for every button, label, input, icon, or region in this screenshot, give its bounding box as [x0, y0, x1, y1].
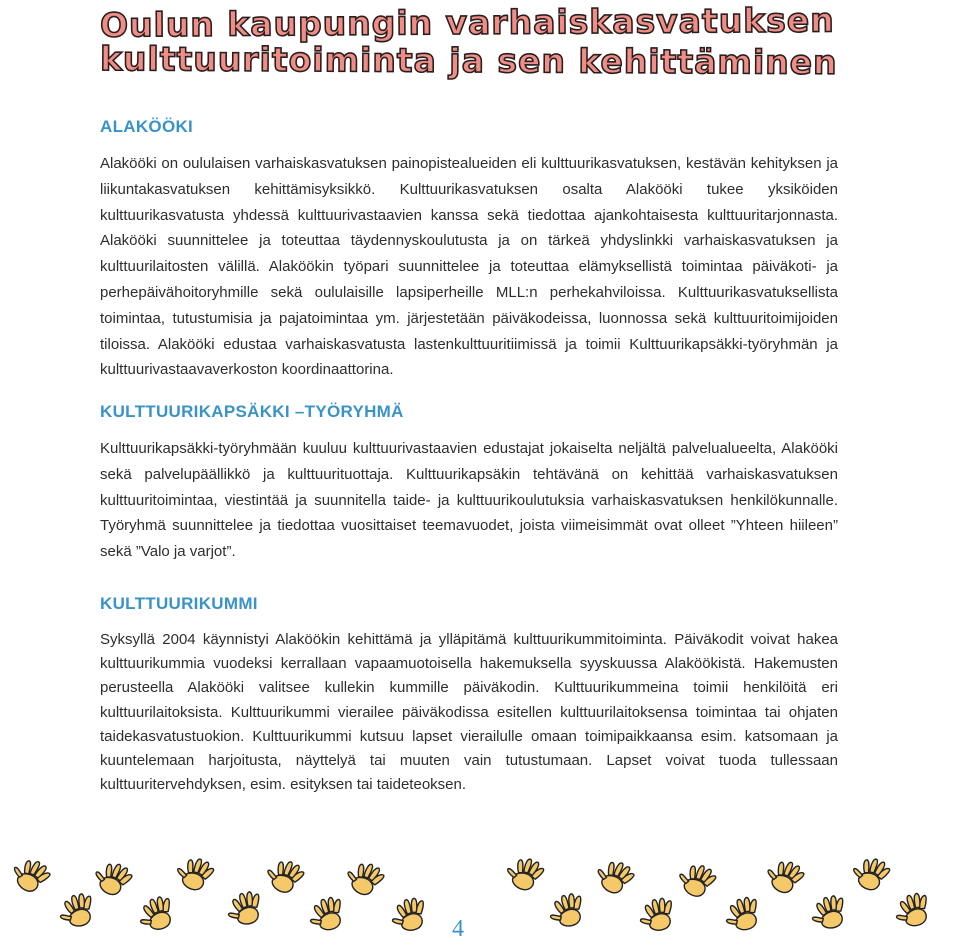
footprint-icon [343, 858, 386, 899]
footprint-icon [134, 893, 179, 936]
page-title [99, 0, 838, 82]
footprint-icon [263, 856, 306, 896]
footprint-icon [8, 854, 53, 897]
page-number: 4 [452, 916, 464, 942]
section-heading: KULTTUURIKUMMI [100, 594, 258, 613]
section-heading: ALAKÖÖKI [100, 117, 194, 136]
footprint-icon [636, 895, 679, 935]
section-body: Kulttuurikapsäkki-työryhmään kuuluu kulttuurivastaavien edustajat jokaiselta neljältä palvelualueelta, Alakööki sekä palvelupäällikkö ja kulttuurituottaja. Kulttuurikapsäkin tehtävänä on kehittää varhaiskasvatuksen kulttuuritoimintaa, viestintää ja suunnitella taide- ja kulttuurikoulutuksia varhaiskasvatuksen henkilökunnalle. Työryhmä suunnittelee ja tiedottaa vuosittaiset teemavuodet, joista viimeisimmät ovat olleet ”Yhteen hiileen” sekä ”Valo ja varjot”. [100, 440, 838, 561]
footprint-icon [388, 895, 431, 935]
section-body: Alakööki on oululaisen varhaiskasvatuksen painopistealueiden eli kulttuurikasvatuksen, kestävän kehityksen ja liikuntakasvatuksen kehittämisyksikkö. Kulttuurikasvatuksen osalta Alakööki tukee yksiköiden kulttuurikasvatusta yhdessä kulttuurivastaavien kanssa sekä tiedottaa ajankohtaisesta kulttuuritarjonnasta. Alakööki suunnittelee ja toteuttaa täydennyskoulutusta ja on tärkeä yhdyslinkki varhaiskasvatuksen ja kulttuurilaitosten välillä. Alaköökin työpari suunnittelee ja toteuttaa elämyksellistä toimintaa päiväkoti- ja perhepäivähoitoryhmille sekä oululaisille lapsiperheille MLL:n perhekahviloissa. Kulttuurikasvatuksellista toimintaa, tutustumisia ja pajatoimintaa ym. järjestetään päiväkodeissa, luonnossa sekä kulttuuritoimijoiden tiloissa. Alakööki edustaa varhaiskasvatusta lastenkulttuuritiimissä ja toimii Kulttuurikapsäkki-työryhmän ja kulttuurivastaavaverkoston koordinaattorina. [100, 155, 838, 379]
title-line-2: kulttuuritoiminta ja sen kehittäminen [99, 39, 838, 82]
footprint-icon [721, 894, 765, 936]
footprint-icon [504, 854, 546, 893]
title-line-1: Oulun kaupungin varhaiskasvatuksen [99, 0, 835, 45]
footprint-icon [55, 890, 98, 931]
footprints-decoration [0, 840, 960, 950]
section-alakooki [100, 117, 838, 383]
footprint-icon [174, 854, 216, 893]
footprint-icon [675, 860, 718, 900]
footprint-icon [593, 856, 637, 898]
section-kulttuurikapsakki [100, 402, 838, 565]
section-body: Syksyllä 2004 käynnistyi Alaköökin kehittämä ja ylläpitämä kulttuurikummitoiminta. Päiväkodit voivat hakea kulttuurikummia vuodeksi kerrallaan vapaamuotoisella hakemuksella syyskuussa Alaköökistä. Hakemusten perusteella Alakööki valitsee kullekin kummille päiväkodin. Kulttuurikummeina toimii henkilöitä eri kulttuurilaitoksista. Kulttuurikummi vierailee päiväkodissa esitellen kulttuurilaitoksensa toimintaa tai ohjaten taidekasvatustuokion. Kulttuurikummi kutsuu lapset vierailulle omaan toimipaikkaansa esim. katsomaan ja kuuntelemaan harjoitusta, näyttelyä tai muuten vain tutustumaan. Lapset voivat tuoda tullessaan kulttuuritervehdyksen, esim. esityksen tai taideteoksen. [100, 631, 838, 794]
footprint-icon [91, 858, 134, 899]
footprint-icon [305, 894, 349, 936]
footprint-icon [891, 890, 935, 932]
footprint-icon [223, 888, 266, 929]
footprint-icon [545, 890, 588, 931]
section-heading: KULTTUURIKAPSÄKKI –TYÖRYHMÄ [100, 402, 404, 421]
footprint-icon [850, 854, 892, 893]
footprint-icon [807, 892, 850, 933]
section-kulttuurikummi [100, 594, 838, 797]
footprint-icon [763, 856, 806, 897]
